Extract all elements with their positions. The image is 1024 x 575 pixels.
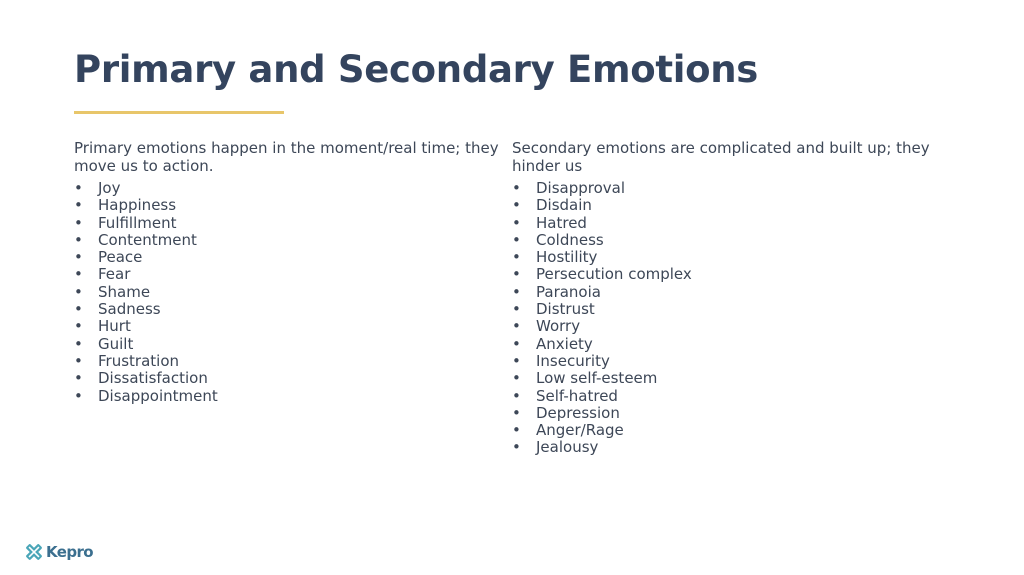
kepro-cross-icon (24, 542, 44, 562)
primary-emotion-item: • Hurt (74, 318, 506, 335)
secondary-emotions-list (512, 180, 952, 457)
primary-emotion-item: • Fear (74, 266, 506, 283)
secondary-emotion-item: • Anger/Rage (512, 422, 952, 439)
primary-emotions-list (74, 180, 506, 405)
secondary-emotion-item: • Hostility (512, 249, 952, 266)
primary-emotions-column (74, 140, 506, 405)
secondary-emotion-item: • Paranoia (512, 284, 952, 301)
primary-emotion-item: • Contentment (74, 232, 506, 249)
primary-intro: Primary emotions happen in the moment/real time; they move us to action. (74, 139, 499, 175)
primary-emotion-item: • Joy (74, 180, 506, 197)
primary-emotion-item: • Dissatisfaction (74, 370, 506, 387)
primary-emotion-item: • Disappointment (74, 388, 506, 405)
secondary-emotion-item: • Worry (512, 318, 952, 335)
secondary-emotion-item: • Insecurity (512, 353, 952, 370)
primary-emotion-item: • Guilt (74, 336, 506, 353)
secondary-emotion-item: • Hatred (512, 215, 952, 232)
secondary-emotion-item: • Depression (512, 405, 952, 422)
primary-emotion-item: • Sadness (74, 301, 506, 318)
secondary-emotion-item: • Self-hatred (512, 388, 952, 405)
kepro-logo (24, 541, 93, 563)
primary-emotion-item: • Shame (74, 284, 506, 301)
secondary-emotion-item: • Anxiety (512, 336, 952, 353)
secondary-emotion-item: • Low self-esteem (512, 370, 952, 387)
primary-emotion-item: • Happiness (74, 197, 506, 214)
secondary-emotion-item: • Jealousy (512, 439, 952, 456)
secondary-intro: Secondary emotions are complicated and built up; they hinder us (512, 139, 930, 175)
secondary-emotion-item: • Disapproval (512, 180, 952, 197)
secondary-emotion-item: • Disdain (512, 197, 952, 214)
secondary-emotion-item: • Persecution complex (512, 266, 952, 283)
title-underline (74, 111, 284, 114)
secondary-emotions-column (512, 140, 952, 457)
secondary-emotion-item: • Coldness (512, 232, 952, 249)
secondary-emotion-item: • Distrust (512, 301, 952, 318)
logo-wordmark: Kepro (46, 543, 93, 561)
slide-title: Primary and Secondary Emotions (74, 48, 759, 91)
primary-emotion-item: • Frustration (74, 353, 506, 370)
primary-emotion-item: • Fulfillment (74, 215, 506, 232)
primary-emotion-item: • Peace (74, 249, 506, 266)
